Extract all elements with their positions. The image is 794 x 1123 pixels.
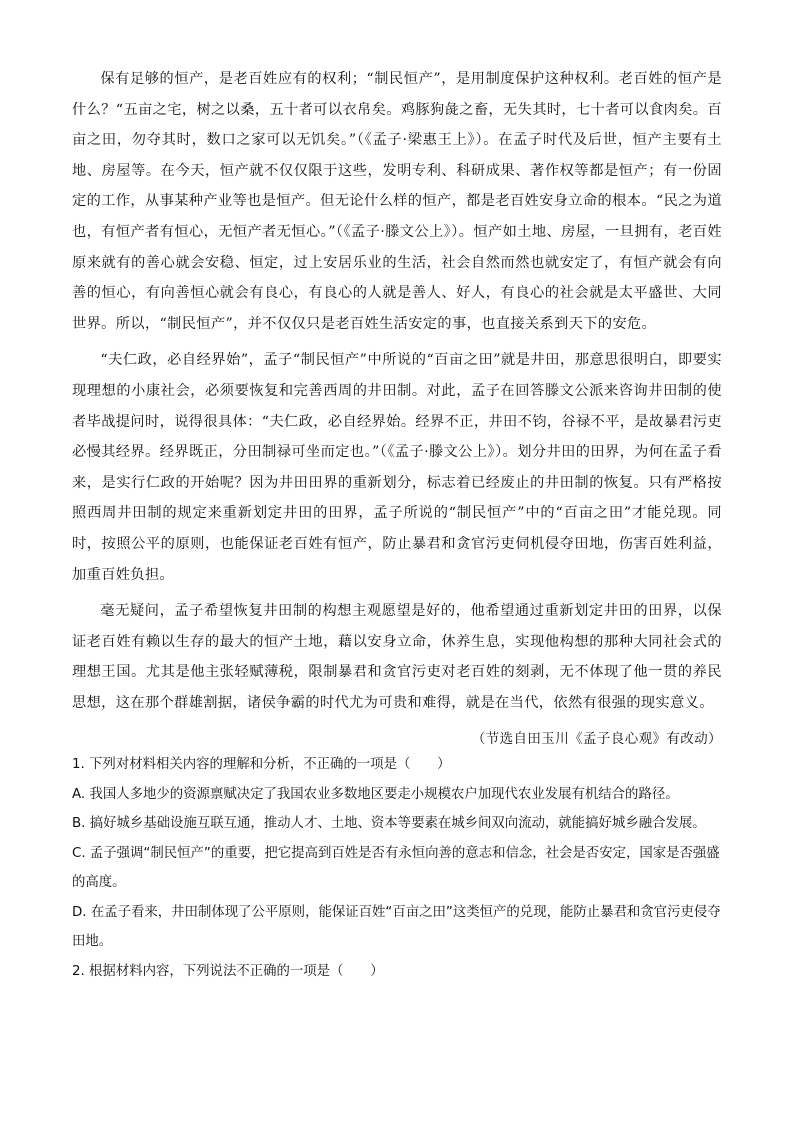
passage-source: （节选自田玉川《孟子良心观》有改动） <box>471 731 722 748</box>
reading-passage <box>72 64 722 755</box>
question-list <box>72 750 724 986</box>
passage-paragraph-2: “夫仁政，必自经界始”，孟子“制民恒产”中所说的“百亩之田”就是井田，那意思很明白，即要实现理想的小康社会，必须要恢复和完善西周的井田制。对此，孟子在回答滕文公派来咨询井田制的使者毕战提问时，说得很具体：“夫仁政，必自经界始。经界不正，井田不钧，谷禄不平，是故暴君污吏必慢其经界。经界既正，分田制禄可坐而定也。”（《孟子·滕文公上》）。划分井田的田界，为何在孟子看来，是实行仁政的开始呢？因为井田田界的重新划分，标志着已经废止的井田制的恢复。只有严格按照西周井田制的规定来重新划定井田的田界，孟子所说的“制民恒产”中的“百亩之田”才能兑现。同时，按照公平的原则，也能保证老百姓有恒产，防止暴君和贪官污吏伺机侵夺田地，伤害百姓利益，加重百姓负担。 <box>72 352 722 583</box>
question-1-option-c: C. 孟子强调“制民恒产”的重要，把它提高到百姓是否有永恒向善的意志和信念，社会是否安定，国家是否强盛的高度。 <box>72 845 720 890</box>
question-2-stem: 2. 根据材料内容，下列说法不正确的一项是（ ） <box>72 963 384 979</box>
passage-paragraph-1: 保有足够的恒产，是老百姓应有的权利；“制民恒产”，是用制度保护这种权利。老百姓的恒产是什么？“五亩之宅，树之以桑，五十者可以衣帛矣。鸡豚狗彘之畜，无失其时，七十者可以食肉矣。百亩之田，勿夺其时，数口之家可以无饥矣。”（《孟子·梁惠王上》）。在孟子时代及后世，恒产主要有土地、房屋等。在今天，恒产就不仅仅限于这些，发明专利、科研成果、著作权等都是恒产；有一份固定的工作，从事某种产业等也是恒产。但无论什么样的恒产，都是老百姓安身立命的根本。“民之为道也，有恒产者有恒心，无恒产者无恒心。”（《孟子·滕文公上》）。恒产如土地、房屋，一旦拥有，老百姓原来就有的善心就会安稳、恒定，过上安居乐业的生活，社会自然而然也就安定了，有恒产就会有向善的恒心，有向善恒心就会有良心，有良心的人就是善人、好人，有良心的社会就是太平盛世、大同世界。所以，“制民恒产”，并不仅仅只是老百姓生活安定的事，也直接关系到天下的安危。 <box>72 71 722 332</box>
passage-paragraph-3: 毫无疑问，孟子希望恢复井田制的构想主观愿望是好的，他希望通过重新划定井田的田界，以保证老百姓有赖以生存的最大的恒产土地，藉以安身立命，休养生息，实现他构想的那种大同社会式的理想王国。尤其是他主张轻赋薄税，限制暴君和贪官污吏对老百姓的刻剥，无不体现了他一贯的养民思想，这在那个群雄割据，诸侯争霸的时代尤为可贵和难得，就是在当代，依然有很强的现实意义。 <box>72 603 722 711</box>
question-1-option-b: B. 搞好城乡基础设施互联互通，推动人才、土地、资本等要素在城乡间双向流动，就能搞好城乡融合发展。 <box>72 816 706 831</box>
question-1-option-a: A. 我国人多地少的资源禀赋决定了我国农业多数地区要走小规模农户加现代农业发展有机结合的路径。 <box>72 786 679 802</box>
question-1-option-d: D. 在孟子看来，井田制体现了公平原则，能保证百姓“百亩之田”这类恒产的兑现，能防止暴君和贪官污吏侵夺田地。 <box>72 904 721 949</box>
question-1-stem: 1. 下列对材料相关内容的理解和分析，不正确的一项是（ ） <box>72 757 451 772</box>
